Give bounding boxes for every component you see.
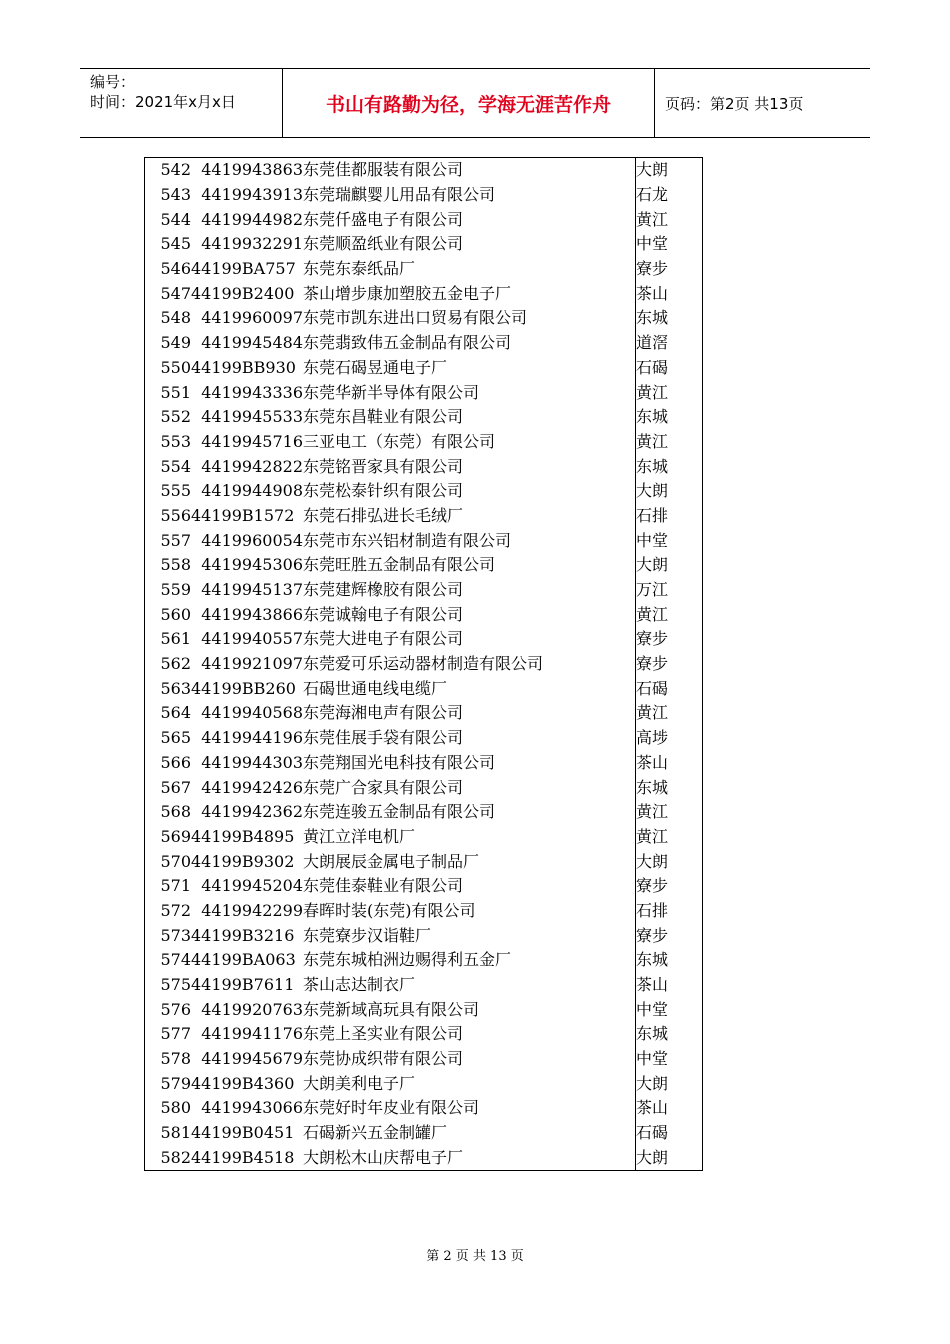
row-area: 茶山 bbox=[636, 973, 703, 998]
table-row bbox=[145, 306, 703, 331]
table-row bbox=[145, 775, 703, 800]
row-area: 中堂 bbox=[636, 997, 703, 1022]
row-code: 4419943866 bbox=[201, 604, 303, 624]
table-row bbox=[145, 874, 703, 899]
row-area: 茶山 bbox=[636, 281, 703, 306]
row-code: 4419942426 bbox=[201, 777, 303, 797]
table-row bbox=[145, 1146, 703, 1171]
row-company-name: 东莞连骏五金制品有限公司 bbox=[303, 802, 496, 822]
row-area: 石排 bbox=[636, 504, 703, 529]
row-number: 569 bbox=[145, 825, 192, 850]
row-company-name: 东莞松泰针织有限公司 bbox=[303, 481, 464, 501]
row-company-name: 东莞海湘电声有限公司 bbox=[303, 703, 464, 723]
row-number: 545 bbox=[145, 232, 192, 257]
row-area: 大朗 bbox=[636, 1146, 703, 1171]
row-number: 575 bbox=[145, 973, 192, 998]
row-code: 4419944196 bbox=[201, 728, 303, 748]
row-company-name: 东莞市东兴铝材制造有限公司 bbox=[303, 530, 512, 550]
row-area: 黄江 bbox=[636, 701, 703, 726]
row-company-name: 东莞市凯东进出口贸易有限公司 bbox=[303, 308, 528, 328]
table-row bbox=[145, 479, 703, 504]
header-meta bbox=[80, 69, 283, 137]
table-row bbox=[145, 726, 703, 751]
row-area: 寮步 bbox=[636, 652, 703, 677]
row-company-name: 东莞翔国光电科技有限公司 bbox=[303, 752, 496, 772]
row-code: 4419940557 bbox=[201, 629, 303, 649]
row-code: 4419944908 bbox=[201, 481, 303, 501]
row-number: 543 bbox=[145, 183, 192, 208]
row-code: 44199B9302 bbox=[191, 851, 295, 871]
table-row bbox=[145, 207, 703, 232]
table-row bbox=[145, 1121, 703, 1146]
table-row bbox=[145, 578, 703, 603]
row-area: 黄江 bbox=[636, 207, 703, 232]
row-code: 4419945204 bbox=[201, 876, 303, 896]
row-number: 565 bbox=[145, 726, 192, 751]
row-company-name: 东莞建辉橡胶有限公司 bbox=[303, 580, 464, 600]
row-code: 4419943913 bbox=[201, 185, 303, 205]
row-number: 562 bbox=[145, 652, 192, 677]
row-number: 559 bbox=[145, 578, 192, 603]
row-area: 石碣 bbox=[636, 1121, 703, 1146]
row-number: 554 bbox=[145, 454, 192, 479]
table-row bbox=[145, 183, 703, 208]
row-code: 44199B4895 bbox=[191, 826, 295, 846]
row-number: 571 bbox=[145, 874, 192, 899]
table-row bbox=[145, 1071, 703, 1096]
row-area: 大朗 bbox=[636, 553, 703, 578]
row-area: 东城 bbox=[636, 948, 703, 973]
header-motto: 书山有路勤为径，学海无涯苦作舟 bbox=[283, 69, 655, 137]
row-area: 中堂 bbox=[636, 1047, 703, 1072]
row-code: 4419942362 bbox=[201, 802, 303, 822]
row-number: 544 bbox=[145, 207, 192, 232]
row-number: 551 bbox=[145, 380, 192, 405]
row-company-name: 茶山志达制衣厂 bbox=[303, 975, 416, 995]
row-code: 4419945716 bbox=[201, 431, 303, 451]
row-area: 黄江 bbox=[636, 380, 703, 405]
row-company-name: 石碣世通电线电缆厂 bbox=[303, 678, 448, 698]
row-code: 4419943863 bbox=[191, 158, 303, 183]
row-number: 576 bbox=[145, 997, 192, 1022]
table-row bbox=[145, 454, 703, 479]
row-company-name: 东莞东城柏洲边赐得利五金厂 bbox=[303, 950, 512, 970]
row-code: 44199BA063 bbox=[191, 950, 296, 970]
row-code: 44199B7611 bbox=[191, 975, 295, 995]
row-number: 568 bbox=[145, 800, 192, 825]
row-number: 563 bbox=[145, 676, 192, 701]
table-row bbox=[145, 825, 703, 850]
row-company-name: 大朗松木山庆帮电子厂 bbox=[303, 1146, 636, 1171]
row-number: 581 bbox=[145, 1121, 192, 1146]
row-area: 道滘 bbox=[636, 331, 703, 356]
row-code: 44199B1572 bbox=[191, 505, 295, 525]
row-number: 579 bbox=[145, 1071, 192, 1096]
date-label: 时间：2021年x月x日 bbox=[90, 93, 236, 111]
row-number: 557 bbox=[145, 528, 192, 553]
row-area: 东城 bbox=[636, 1022, 703, 1047]
row-company-name: 东莞诚翰电子有限公司 bbox=[303, 604, 464, 624]
table-row bbox=[145, 627, 703, 652]
row-company-name: 东莞石碣昱通电子厂 bbox=[303, 357, 448, 377]
table-row bbox=[145, 528, 703, 553]
row-area: 寮步 bbox=[636, 874, 703, 899]
row-company-name: 东莞佳展手袋有限公司 bbox=[303, 728, 464, 748]
page-footer: 第 2 页 共 13 页 bbox=[426, 1249, 524, 1264]
row-area: 黄江 bbox=[636, 430, 703, 455]
row-code: 44199B4518 bbox=[191, 1146, 303, 1171]
row-company-name: 大朗美利电子厂 bbox=[303, 1073, 416, 1093]
row-company-name: 东莞顺盈纸业有限公司 bbox=[303, 234, 464, 254]
row-code: 4419944982 bbox=[201, 209, 303, 229]
row-company-name: 黄江立洋电机厂 bbox=[303, 826, 416, 846]
row-code: 4419944303 bbox=[201, 752, 303, 772]
row-company-name: 东莞铭晋家具有限公司 bbox=[303, 456, 464, 476]
row-company-name: 东莞翡致伟五金制品有限公司 bbox=[303, 333, 512, 353]
table-row bbox=[145, 257, 703, 282]
row-area: 石排 bbox=[636, 899, 703, 924]
row-area: 石碣 bbox=[636, 676, 703, 701]
row-code: 4419943066 bbox=[201, 1098, 303, 1118]
row-code: 4419941176 bbox=[201, 1024, 303, 1044]
row-number: 566 bbox=[145, 751, 192, 776]
row-company-name: 东莞大进电子有限公司 bbox=[303, 629, 464, 649]
row-company-name: 东莞佳都服装有限公司 bbox=[303, 158, 636, 183]
row-area: 东城 bbox=[636, 405, 703, 430]
row-company-name: 茶山增步康加塑胶五金电子厂 bbox=[303, 283, 512, 303]
row-company-name: 东莞新域高玩具有限公司 bbox=[303, 999, 480, 1019]
row-area: 黄江 bbox=[636, 602, 703, 627]
row-code: 4419932291 bbox=[201, 234, 303, 254]
table-row bbox=[145, 899, 703, 924]
row-number: 580 bbox=[145, 1096, 192, 1121]
table-row bbox=[145, 923, 703, 948]
row-code: 4419920763 bbox=[201, 999, 303, 1019]
row-code: 4419945679 bbox=[201, 1049, 303, 1069]
row-company-name: 东莞上圣实业有限公司 bbox=[303, 1024, 464, 1044]
row-code: 4419945137 bbox=[201, 580, 303, 600]
row-code: 4419921097 bbox=[201, 654, 303, 674]
row-area: 大朗 bbox=[636, 1071, 703, 1096]
row-company-name: 春晖时装(东莞)有限公司 bbox=[303, 900, 476, 920]
row-company-name: 东莞石排弘进长毛绒厂 bbox=[303, 505, 464, 525]
row-code: 4419945484 bbox=[201, 333, 303, 353]
table-row bbox=[145, 380, 703, 405]
table-row bbox=[145, 356, 703, 381]
table-row bbox=[145, 405, 703, 430]
row-number: 572 bbox=[145, 899, 192, 924]
row-number: 567 bbox=[145, 775, 192, 800]
row-area: 东城 bbox=[636, 775, 703, 800]
row-code: 44199B0451 bbox=[191, 1123, 295, 1143]
row-code: 44199BB260 bbox=[191, 678, 296, 698]
row-area: 石碣 bbox=[636, 356, 703, 381]
page-header bbox=[80, 68, 870, 138]
row-number: 547 bbox=[145, 281, 192, 306]
row-number: 573 bbox=[145, 923, 192, 948]
table-row bbox=[145, 602, 703, 627]
row-number: 564 bbox=[145, 701, 192, 726]
row-company-name: 东莞佳泰鞋业有限公司 bbox=[303, 876, 464, 896]
row-company-name: 东莞爱可乐运动器材制造有限公司 bbox=[303, 654, 544, 674]
row-company-name: 大朗展辰金属电子制品厂 bbox=[303, 851, 480, 871]
row-area: 茶山 bbox=[636, 751, 703, 776]
row-code: 4419960054 bbox=[201, 530, 303, 550]
row-area: 茶山 bbox=[636, 1096, 703, 1121]
row-number: 560 bbox=[145, 602, 192, 627]
row-area: 寮步 bbox=[636, 257, 703, 282]
row-company-name: 东莞好时年皮业有限公司 bbox=[303, 1098, 480, 1118]
row-company-name: 东莞寮步汉诣鞋厂 bbox=[303, 925, 432, 945]
row-number: 574 bbox=[145, 948, 192, 973]
table-row bbox=[145, 1096, 703, 1121]
row-number: 548 bbox=[145, 306, 192, 331]
table-row bbox=[145, 997, 703, 1022]
row-code: 44199B4360 bbox=[191, 1073, 295, 1093]
row-company-name: 东莞协成织带有限公司 bbox=[303, 1049, 464, 1069]
row-area: 寮步 bbox=[636, 627, 703, 652]
row-area: 大朗 bbox=[636, 158, 703, 183]
row-area: 石龙 bbox=[636, 183, 703, 208]
row-company-name: 三亚电工（东莞）有限公司 bbox=[303, 431, 496, 451]
row-number: 552 bbox=[145, 405, 192, 430]
header-page-info: 页码：第2页 共13页 bbox=[665, 94, 804, 113]
row-company-name: 东莞仟盛电子有限公司 bbox=[303, 209, 464, 229]
table-row bbox=[145, 504, 703, 529]
table-row bbox=[145, 948, 703, 973]
row-number: 553 bbox=[145, 430, 192, 455]
row-number: 577 bbox=[145, 1022, 192, 1047]
row-number: 561 bbox=[145, 627, 192, 652]
table-row bbox=[145, 1022, 703, 1047]
table-row bbox=[145, 676, 703, 701]
row-number: 542 bbox=[145, 158, 192, 183]
table-row bbox=[145, 800, 703, 825]
row-company-name: 东莞华新半导体有限公司 bbox=[303, 382, 480, 402]
table-row bbox=[145, 158, 703, 183]
row-code: 44199B2400 bbox=[191, 283, 295, 303]
row-area: 大朗 bbox=[636, 479, 703, 504]
row-company-name: 东莞东泰纸品厂 bbox=[303, 259, 416, 279]
company-table bbox=[144, 157, 703, 1171]
row-area: 黄江 bbox=[636, 800, 703, 825]
row-area: 万江 bbox=[636, 578, 703, 603]
row-area: 高埗 bbox=[636, 726, 703, 751]
table-row bbox=[145, 1047, 703, 1072]
table-row bbox=[145, 652, 703, 677]
row-code: 44199BB930 bbox=[191, 357, 296, 377]
table-row bbox=[145, 281, 703, 306]
table-row bbox=[145, 701, 703, 726]
row-code: 4419940568 bbox=[201, 703, 303, 723]
row-company-name: 东莞瑞麒婴儿用品有限公司 bbox=[303, 185, 496, 205]
row-number: 556 bbox=[145, 504, 192, 529]
row-code: 44199BA757 bbox=[191, 259, 296, 279]
row-area: 东城 bbox=[636, 454, 703, 479]
row-code: 4419942299 bbox=[201, 900, 303, 920]
row-area: 寮步 bbox=[636, 923, 703, 948]
row-number: 570 bbox=[145, 849, 192, 874]
row-area: 大朗 bbox=[636, 849, 703, 874]
row-company-name: 石碣新兴五金制罐厂 bbox=[303, 1123, 448, 1143]
row-code: 4419943336 bbox=[201, 382, 303, 402]
row-code: 4419945533 bbox=[201, 407, 303, 427]
row-area: 黄江 bbox=[636, 825, 703, 850]
row-number: 555 bbox=[145, 479, 192, 504]
row-number: 550 bbox=[145, 356, 192, 381]
row-code: 4419960097 bbox=[201, 308, 303, 328]
row-company-name: 东莞旺胜五金制品有限公司 bbox=[303, 555, 496, 575]
row-number: 558 bbox=[145, 553, 192, 578]
table-row bbox=[145, 751, 703, 776]
row-company-name: 东莞东昌鞋业有限公司 bbox=[303, 407, 464, 427]
row-code: 44199B3216 bbox=[191, 925, 295, 945]
row-number: 582 bbox=[145, 1146, 192, 1171]
row-number: 549 bbox=[145, 331, 192, 356]
row-number: 546 bbox=[145, 257, 192, 282]
row-area: 中堂 bbox=[636, 528, 703, 553]
table-row bbox=[145, 849, 703, 874]
row-code: 4419942822 bbox=[201, 456, 303, 476]
table-row bbox=[145, 232, 703, 257]
row-code: 4419945306 bbox=[201, 555, 303, 575]
table-row bbox=[145, 430, 703, 455]
table-row bbox=[145, 331, 703, 356]
table-row bbox=[145, 973, 703, 998]
row-area: 东城 bbox=[636, 306, 703, 331]
row-number: 578 bbox=[145, 1047, 192, 1072]
row-company-name: 东莞广合家具有限公司 bbox=[303, 777, 464, 797]
row-area: 中堂 bbox=[636, 232, 703, 257]
number-label: 编号： bbox=[90, 73, 136, 91]
table-row bbox=[145, 553, 703, 578]
